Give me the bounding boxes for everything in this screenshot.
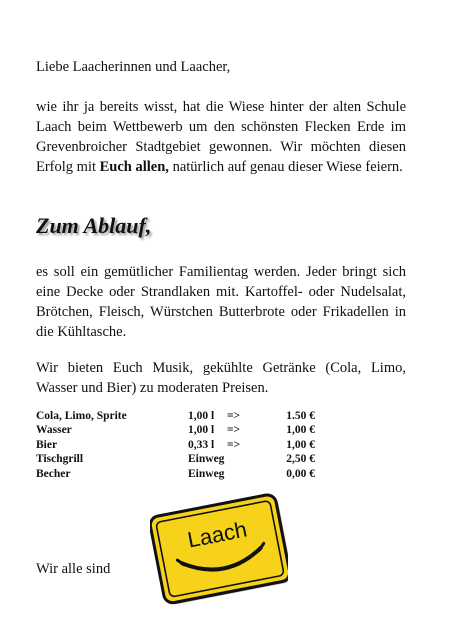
intro-text: wie ihr ja bereits wisst, hat die Wiese hinter der alten Schule Laach beim Wettbewerb um den schönsten Flecken Erde im Grevenbroicher Stadtgebiet gewonnen. Wir möchten diesen Erfolg mit <box>36 99 406 175</box>
price-item: Bier <box>36 438 58 451</box>
price-item: Becher <box>36 467 71 480</box>
price-arrow: => <box>227 410 241 422</box>
price-item: Cola, Limo, Sprite <box>36 410 127 422</box>
offer-paragraph: Wir bieten Euch Musik, gekühlte Getränke (Cola, Limo, Wasser und Bier) zu moderaten Preisen. <box>36 360 406 396</box>
price-value: 1,00 € <box>286 438 315 451</box>
greeting: Liebe Laacherinnen und Laacher, <box>36 59 231 75</box>
price-quantity: 1,00 l <box>188 410 215 422</box>
price-arrow <box>227 452 265 466</box>
laach-town-sign <box>150 490 288 608</box>
price-arrow <box>227 467 265 481</box>
price-quantity: Einweg <box>188 453 225 466</box>
closing-line: Wir alle sind <box>36 561 111 577</box>
schedule-paragraph: es soll ein gemütlicher Familientag werden. Jeder bringt sich eine Decke oder Strandlaken mit. Kartoffel- oder Nudelsalat, Brötchen, Fleisch, Würstchen Butterbrote oder Frikadellen in die Kühltasche. <box>36 264 406 340</box>
price-quantity: Einweg <box>188 467 225 480</box>
price-row <box>36 467 315 481</box>
price-item: Tischgrill <box>36 453 84 466</box>
price-row <box>36 452 315 466</box>
price-quantity: 0,33 l <box>188 438 215 451</box>
price-value: 2,50 € <box>286 453 315 466</box>
price-table <box>36 409 315 481</box>
sign-text: Laach <box>185 516 250 553</box>
price-quantity: 1,00 l <box>188 424 215 437</box>
price-item: Wasser <box>36 424 72 437</box>
price-arrow: => <box>227 438 241 451</box>
price-arrow: => <box>227 424 241 437</box>
intro-text-end: natürlich auf genau dieser Wiese feiern. <box>168 159 403 175</box>
price-value: 0,00 € <box>286 467 315 480</box>
price-row <box>36 409 315 423</box>
section-heading: Zum Ablauf, <box>36 213 152 238</box>
intro-paragraph <box>36 97 406 177</box>
price-value: 1.50 € <box>286 410 315 422</box>
price-row <box>36 423 315 437</box>
intro-emphasis: Euch allen, <box>99 159 169 175</box>
price-row <box>36 438 315 452</box>
price-value: 1,00 € <box>286 424 315 437</box>
